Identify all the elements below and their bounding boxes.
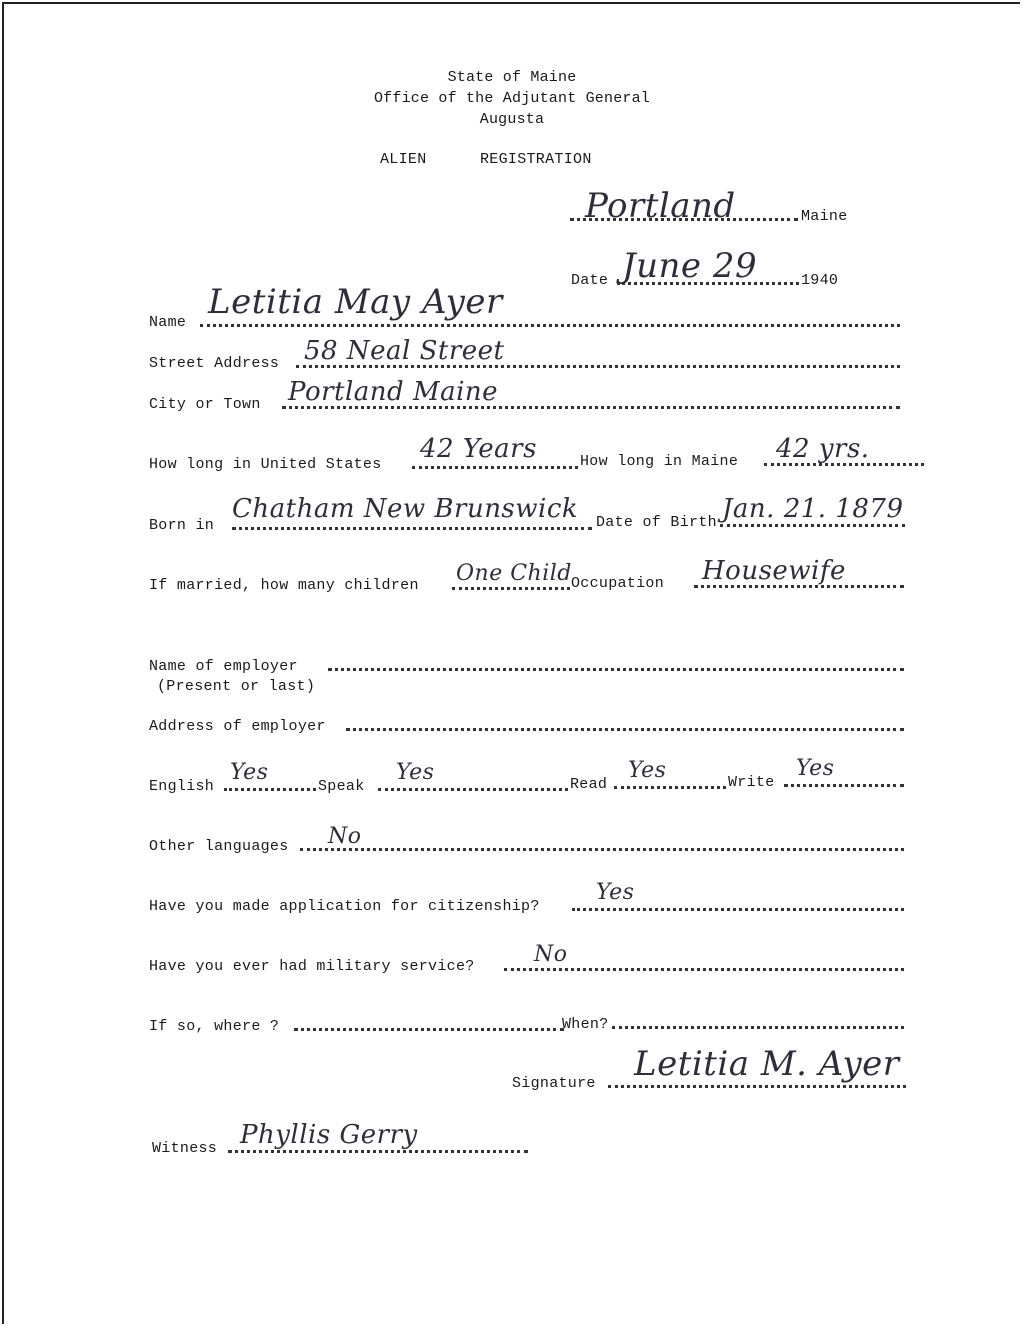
speak-dots xyxy=(378,788,568,791)
where-label: If so, where ? xyxy=(149,1018,280,1035)
date-handwritten: June 29 xyxy=(622,246,758,286)
born-dots xyxy=(232,527,592,530)
other-languages-handwritten: No xyxy=(328,824,362,849)
military-dots xyxy=(504,968,904,971)
name-label: Name xyxy=(149,314,187,331)
read-dots xyxy=(614,786,726,789)
military-label: Have you ever had military service? xyxy=(149,958,475,975)
when-dots xyxy=(612,1026,904,1029)
write-label: Write xyxy=(728,774,775,791)
witness-dots xyxy=(228,1150,528,1153)
date-label: Date xyxy=(571,272,609,289)
employer-dots xyxy=(328,668,904,671)
dob-label: Date of Birth xyxy=(596,514,717,531)
born-label: Born in xyxy=(149,517,215,534)
form-title-registration: REGISTRATION xyxy=(480,151,592,168)
english-dots xyxy=(224,788,316,791)
employer-label: Name of employer xyxy=(149,658,298,675)
children-dots xyxy=(452,587,570,590)
speak-handwritten: Yes xyxy=(396,760,435,785)
read-handwritten: Yes xyxy=(628,758,667,783)
when-label: When? xyxy=(562,1016,609,1033)
other-languages-dots xyxy=(300,848,904,851)
witness-handwritten: Phyllis Gerry xyxy=(240,1120,418,1150)
location-handwritten: Portland xyxy=(585,186,736,226)
citizenship-dots xyxy=(572,908,904,911)
location-suffix: Maine xyxy=(801,208,848,225)
us-long-label: How long in United States xyxy=(149,456,382,473)
speak-label: Speak xyxy=(318,778,365,795)
employer-sublabel: (Present or last) xyxy=(157,678,316,695)
citizenship-label: Have you made application for citizenship? xyxy=(149,898,540,915)
form-title-alien: ALIEN xyxy=(380,151,427,168)
maine-long-label: How long in Maine xyxy=(580,453,739,470)
signature-handwritten: Letitia M. Ayer xyxy=(634,1044,900,1084)
city-handwritten: Portland Maine xyxy=(288,377,499,407)
employer-address-label: Address of employer xyxy=(149,718,326,735)
children-handwritten: One Child xyxy=(456,561,572,586)
maine-long-handwritten: 42 yrs. xyxy=(776,434,870,464)
dob-dots xyxy=(720,524,905,527)
occupation-label: Occupation xyxy=(571,575,665,592)
military-handwritten: No xyxy=(534,942,568,967)
us-long-handwritten: 42 Years xyxy=(420,434,537,464)
dob-handwritten: Jan. 21. 1879 xyxy=(722,494,904,524)
city-label: City or Town xyxy=(149,396,261,413)
employer-address-dots xyxy=(346,728,904,731)
us-long-dots xyxy=(412,466,578,469)
name-dots xyxy=(200,324,900,327)
citizenship-handwritten: Yes xyxy=(596,880,635,905)
name-handwritten: Letitia May Ayer xyxy=(208,282,503,322)
signature-label: Signature xyxy=(512,1075,596,1092)
write-handwritten: Yes xyxy=(796,756,835,781)
english-label: English xyxy=(149,778,215,795)
signature-dots xyxy=(608,1085,906,1088)
read-label: Read xyxy=(570,776,608,793)
witness-label: Witness xyxy=(152,1140,218,1157)
street-handwritten: 58 Neal Street xyxy=(304,336,505,366)
born-handwritten: Chatham New Brunswick xyxy=(232,494,579,524)
occupation-handwritten: Housewife xyxy=(702,556,846,586)
write-dots xyxy=(784,784,904,787)
header-office: Office of the Adjutant General xyxy=(373,90,651,107)
street-label: Street Address xyxy=(149,355,280,372)
date-year: 1940 xyxy=(801,272,839,289)
english-handwritten: Yes xyxy=(230,760,269,785)
where-dots xyxy=(294,1028,564,1031)
other-languages-label: Other languages xyxy=(149,838,289,855)
children-label: If married, how many children xyxy=(149,577,419,594)
header-city: Augusta xyxy=(479,111,545,128)
header-state: State of Maine xyxy=(447,69,577,86)
